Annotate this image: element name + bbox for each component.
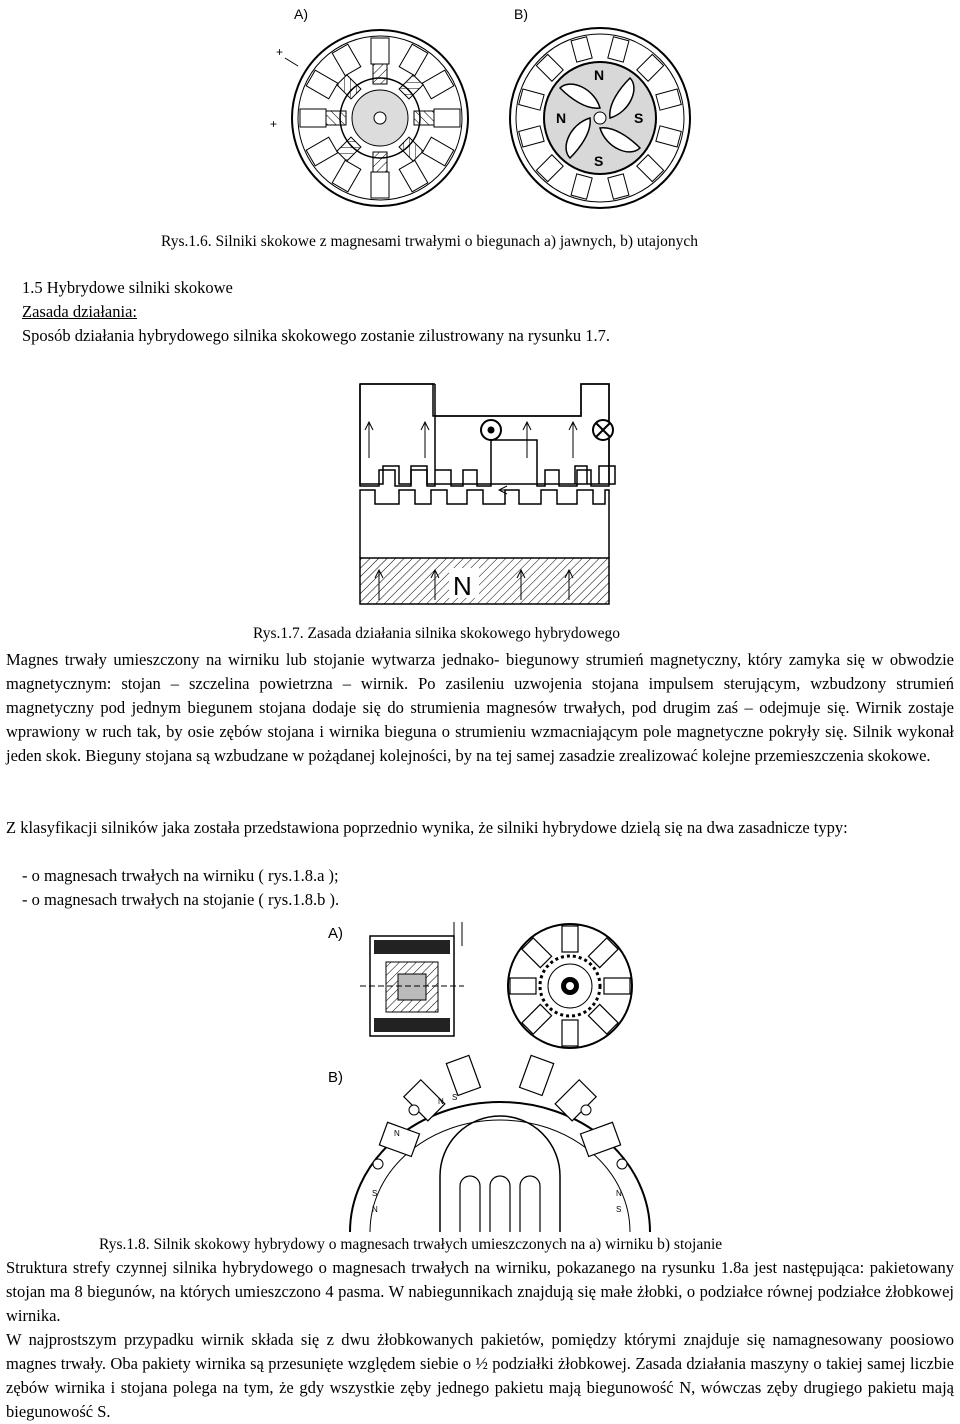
rotor-body bbox=[360, 490, 609, 558]
paragraph-4: W najprostszym przypadku wirnik składa się z dwu żłobkowanych pakietów, pomiędzy którymi znajduje się namagnesowany poosiowo magnes trwały. Oba pakiety wirnika są przesunięte względem siebie o ½ podziałki żłobkowej. Zasada działania maszyny o takiej samej liczbie zębów wirnika i stojana polega na tym, że gdy wszystkie zęby jednego pakietu mają biegunowość N, wówczas zęby drugiego pakietu mają biegunowość S. bbox=[6, 1330, 954, 1421]
coil-cross-symbol bbox=[593, 420, 613, 440]
motor-a-side-view bbox=[360, 922, 464, 1036]
svg-text:+: + bbox=[270, 117, 278, 131]
figure-1-6-label-a: A) bbox=[294, 6, 308, 22]
figure-1-8-label-a: A) bbox=[328, 925, 343, 942]
svg-text:N: N bbox=[438, 1097, 444, 1106]
coil-dot-symbol bbox=[481, 420, 501, 440]
magnet-pole-label: N bbox=[453, 571, 472, 601]
figure-1-8-caption: Rys.1.8. Silnik skokowy hybrydowy o magnesach trwałych umieszczonych na a) wirniku b) stojanie bbox=[99, 1236, 723, 1253]
motor-a-diagram bbox=[270, 30, 468, 206]
svg-text:S: S bbox=[452, 1093, 458, 1102]
paragraph-1: Magnes trwały umieszczony na wirniku lub stojanie wytwarza jednako- biegunowy strumień magnetyczny, który zamyka się w obwodzie magnetycznym: stojan – szczelina powietrzna – wirnik. Po zasileniu uzwojenia stojana impulsem sterującym, wzbudzony strumień magnetyczny pod jednym biegunem stojana dodaje się do strumienia magnesów trwałych, pod drugim zaś – odejmuje się. Wirnik zostaje wprawiony w ruch tak, by osie zębów stojana i wirnika bieguna o strumieniu wzmacniającym pole magnetyczne pokryły się. Silnik wykonał jeden skok. Bieguny stojana są wzbudzane w pożądanej kolejności, by na tej samej zasadzie zrealizować kolejne przemieszczenia skokowe. bbox=[6, 650, 954, 765]
list-item-1: - o magnesach trwałych na wirniku ( rys.1.8.a ); bbox=[22, 866, 339, 885]
figure-1-8 bbox=[320, 914, 660, 1232]
figure-1-6-label-b: B) bbox=[514, 6, 528, 22]
section-heading: 1.5 Hybrydowe silniki skokowe bbox=[22, 278, 233, 297]
section-subheading: Zasada działania: bbox=[22, 302, 137, 321]
paragraph-3: Struktura strefy czynnej silnika hybrydowego o magnesach trwałych na wirniku, pokazanego na rysunku 1.8a jest następująca: pakietowany stojan ma 8 biegunów, na których umieszczono 4 pasma. W nabiegunnikach znajdują się małe żłobki, o podziałce równej podziałce żłobkowej wirnika. bbox=[6, 1258, 954, 1325]
svg-text:N: N bbox=[372, 1205, 378, 1214]
figure-1-8-label-b: B) bbox=[328, 1069, 343, 1086]
figure-1-7-caption: Rys.1.7. Zasada działania silnika skokowego hybrydowego bbox=[253, 625, 620, 642]
list-item-2: - o magnesach trwałych na stojanie ( rys.1.8.b ). bbox=[22, 890, 340, 909]
svg-text:S: S bbox=[594, 153, 604, 169]
svg-text:S: S bbox=[616, 1205, 622, 1214]
figure-1-7 bbox=[355, 378, 635, 610]
svg-text:+: + bbox=[276, 45, 284, 59]
figure-1-6 bbox=[270, 0, 710, 215]
section-intro: Sposób działania hybrydowego silnika skokowego zostanie zilustrowany na rysunku 1.7. bbox=[22, 326, 610, 345]
figure-1-6-caption: Rys.1.6. Silniki skokowe z magnesami trwałymi o biegunach a) jawnych, b) utajonych bbox=[161, 233, 699, 250]
motor-b-diagram bbox=[510, 28, 690, 208]
svg-text:S: S bbox=[372, 1189, 378, 1198]
paragraph-2: Z klasyfikacji silników jaka została przedstawiona poprzednio wynika, że silniki hybrydowe dzielą się na dwa zasadnicze typy: bbox=[6, 818, 848, 837]
svg-text:N: N bbox=[394, 1129, 400, 1138]
permanent-magnet bbox=[360, 558, 609, 604]
motor-b-cross-section bbox=[350, 1055, 650, 1232]
svg-text:N: N bbox=[594, 67, 605, 83]
motor-a-cross-section bbox=[508, 924, 632, 1048]
svg-text:S: S bbox=[634, 110, 644, 126]
svg-text:N: N bbox=[556, 110, 567, 126]
svg-text:N: N bbox=[616, 1189, 622, 1198]
